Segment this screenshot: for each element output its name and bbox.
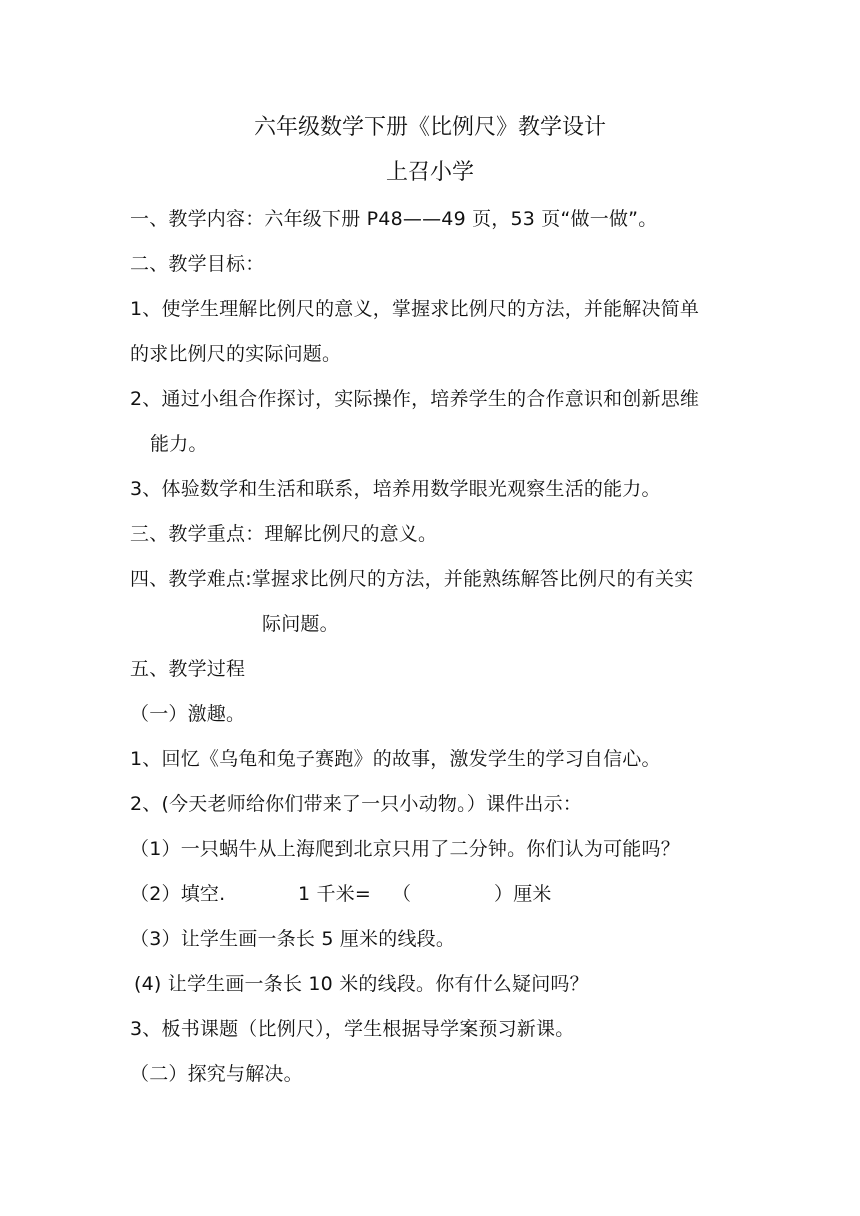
- school-name: 上召小学: [385, 160, 474, 185]
- fill-in-open-paren: （: [392, 883, 412, 905]
- subsection-interest: （一）激趣。: [130, 703, 246, 725]
- goal-2-line-1: 2、通过小组合作探讨，实际操作，培养学生的合作意识和创新思维: [130, 388, 700, 410]
- question-2-label: （2）填空.: [130, 883, 226, 905]
- subsection-explore: （二）探究与解决。: [130, 1063, 303, 1085]
- question-3: （3）让学生画一条长 5 厘米的线段。: [130, 928, 456, 950]
- goal-3: 3、体验数学和生活和联系，培养用数学眼光观察生活的能力。: [130, 478, 661, 500]
- section-teaching-process: 五、教学过程: [130, 658, 246, 680]
- step-2: 2、(今天老师给你们带来了一只小动物。）课件出示：: [130, 793, 583, 815]
- goal-1-line-1: 1、使学生理解比例尺的意义，掌握求比例尺的方法，并能解决简单: [130, 298, 700, 320]
- fill-in-expression: 1 千米=: [298, 883, 372, 905]
- step-3: 3、板书课题（比例尺），学生根据导学案预习新课。: [130, 1018, 575, 1040]
- question-1: （1）一只蜗牛从上海爬到北京只用了二分钟。你们认为可能吗？: [130, 838, 680, 860]
- document-title: 六年级数学下册《比例尺》教学设计: [253, 115, 606, 140]
- goal-2-line-2: 能力。: [150, 433, 208, 455]
- section-difficult-point: 四、教学难点:掌握求比例尺的方法，并能熟练解答比例尺的有关实: [130, 568, 694, 590]
- section-teaching-content: 一、教学内容：六年级下册 P48——49 页，53 页“做一做”。: [130, 208, 658, 230]
- fill-in-unit: ）厘米: [494, 883, 552, 905]
- section-teaching-goals: 二、教学目标：: [130, 253, 265, 275]
- goal-1-line-2: 的求比例尺的实际问题。: [130, 343, 342, 365]
- section-key-point: 三、教学重点：理解比例尺的意义。: [130, 523, 438, 545]
- step-1: 1、回忆《乌龟和兔子赛跑》的故事，激发学生的学习自信心。: [130, 748, 661, 770]
- question-4: (4) 让学生画一条长 10 米的线段。你有什么疑问吗？: [134, 973, 589, 995]
- difficult-point-continuation: 际问题。: [262, 613, 339, 635]
